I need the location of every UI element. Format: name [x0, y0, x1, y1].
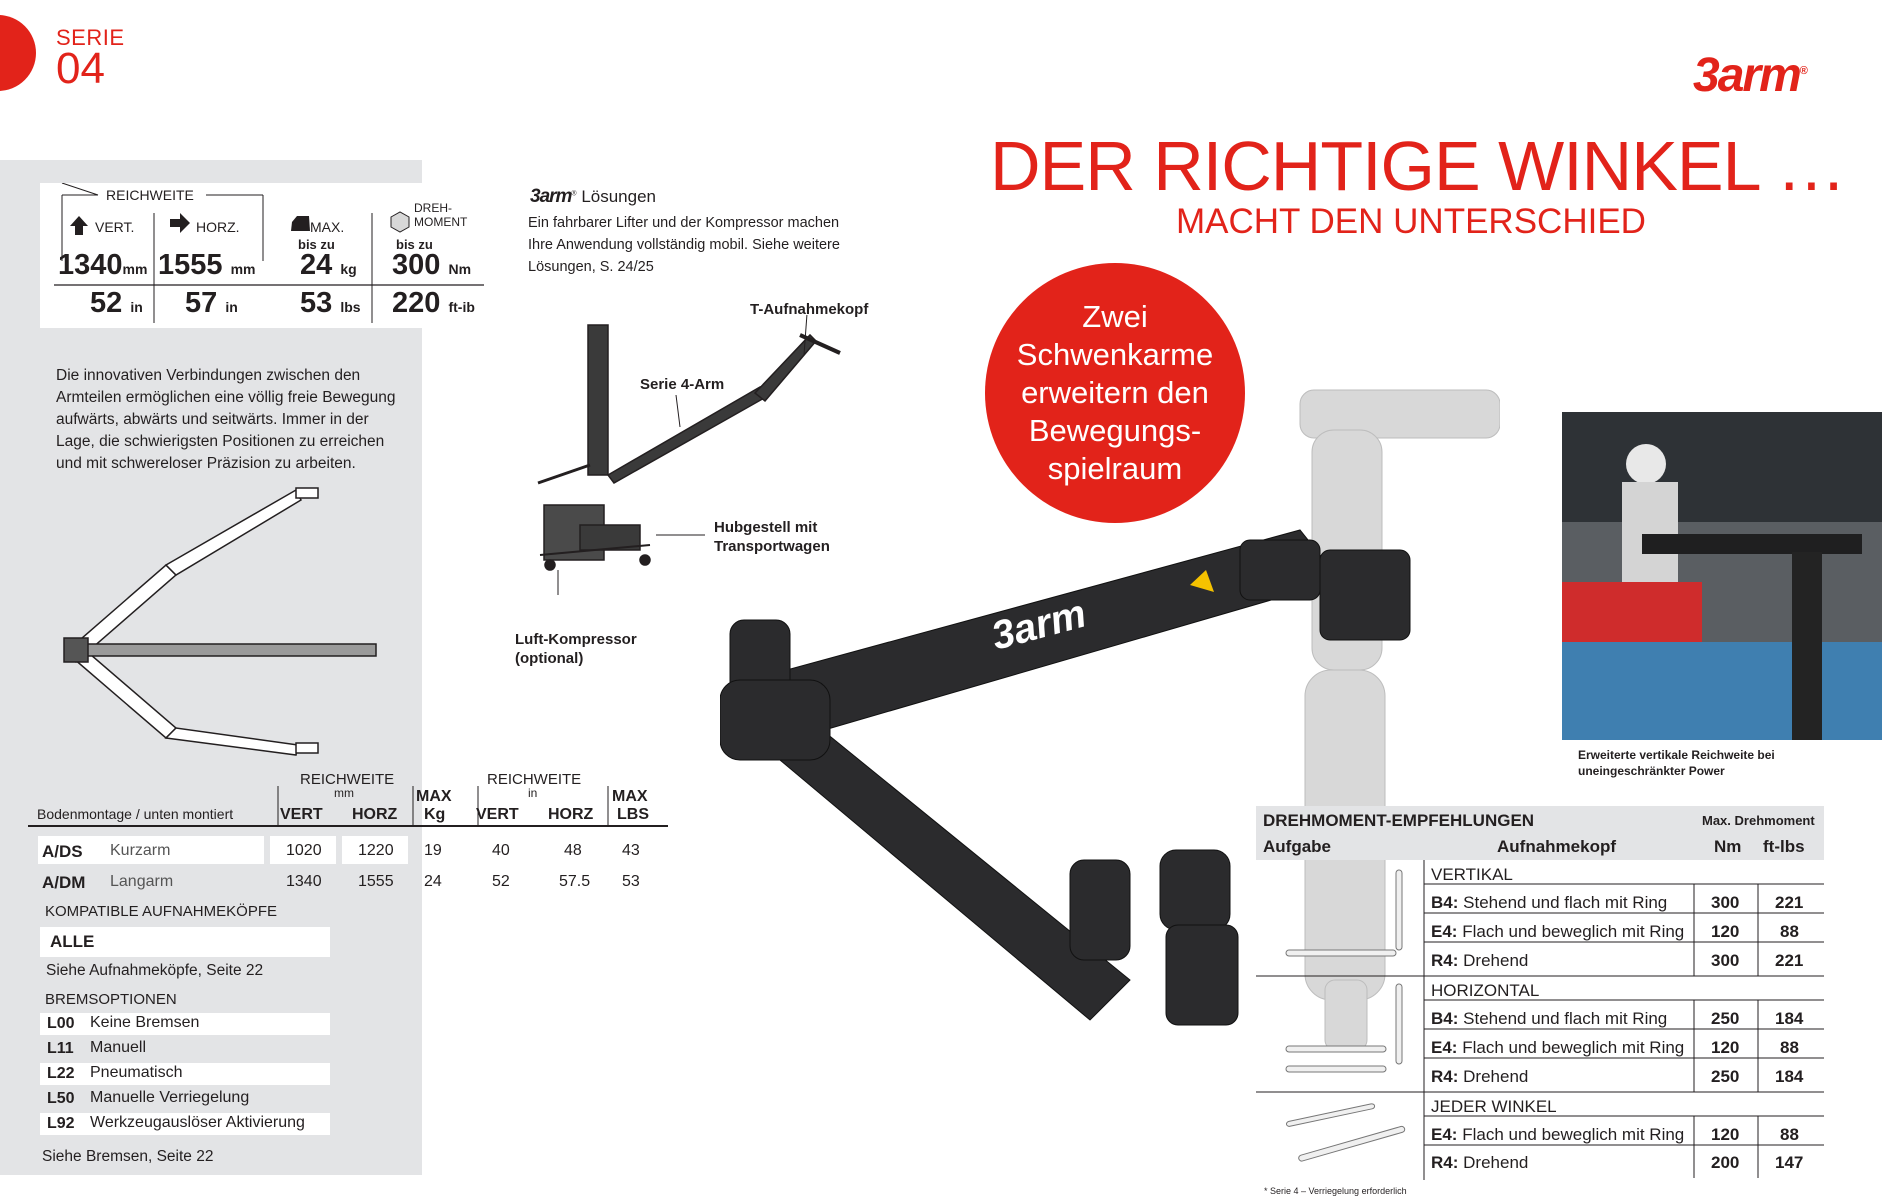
- torque-sub: bis zu: [396, 237, 433, 252]
- model-lbs: 43: [622, 842, 640, 859]
- badge-line-5: spielraum: [1047, 451, 1183, 486]
- series-label: SERIE: [56, 25, 125, 50]
- torque-ftlbs: 147: [1775, 1153, 1804, 1172]
- torque-nm: 300: [1711, 893, 1740, 912]
- torque-code: B4:: [1431, 1009, 1459, 1028]
- model-horz: 1555: [358, 873, 394, 890]
- torque-label-2: MOMENT: [414, 215, 468, 229]
- brakes-ref: Siehe Bremsen, Seite 22: [42, 1148, 214, 1165]
- badge-line-2: Schwenkarme: [1016, 337, 1214, 372]
- torque-ftlbs: 88: [1780, 922, 1799, 941]
- subheadline: MACHT DEN UNTERSCHIED: [1176, 202, 1646, 241]
- torque-group-vertical: VERTIKAL: [1431, 865, 1513, 884]
- torque-ftlbs: 221: [1775, 951, 1804, 970]
- series-number: 04: [56, 44, 105, 93]
- brake-code: L92: [47, 1115, 75, 1132]
- max-label: MAX.: [310, 219, 345, 235]
- unit-mm: mm: [122, 261, 148, 277]
- torque-nm: 300: [1711, 951, 1740, 970]
- brakes-title: BREMSOPTIONEN: [45, 991, 177, 1008]
- model-vert: 1020: [286, 842, 322, 859]
- torque-code: B4:: [1431, 893, 1459, 912]
- photo-caption: Erweiterte vertikale Reichweite bei uneingeschränkter Power: [1578, 748, 1775, 778]
- torque-max-label: Max. Drehmoment: [1702, 813, 1815, 828]
- model-horz: 1220: [358, 842, 394, 859]
- torque-title: DREHMOMENT-EMPFEHLUNGEN: [1263, 811, 1535, 830]
- torque-nm: 200: [1711, 1153, 1740, 1172]
- badge-line-4: Bewegungs-: [1028, 413, 1202, 448]
- unit-in: in: [130, 299, 143, 315]
- model-horz-in: 48: [564, 842, 582, 859]
- col-horz: HORZ: [352, 806, 398, 823]
- brake-code: L50: [47, 1090, 75, 1107]
- model-lbs: 53: [622, 873, 640, 890]
- torque-nm: 120: [1711, 1038, 1740, 1057]
- brake-name: Keine Bremsen: [90, 1014, 200, 1031]
- col-max-lbs-2: LBS: [617, 806, 649, 823]
- model-vert: 1340: [286, 873, 322, 890]
- col-head: Aufnahmekopf: [1497, 837, 1616, 856]
- horz-in: 57: [185, 287, 218, 319]
- brand-logo: [1693, 48, 1806, 103]
- torque-group-horizontal: HORIZONTAL: [1431, 981, 1540, 1000]
- brake-code: L22: [47, 1065, 75, 1082]
- torque-group-any-angle: JEDER WINKEL: [1431, 1097, 1557, 1116]
- max-lbs: 53: [300, 287, 333, 319]
- solutions-title-text: Lösungen: [576, 187, 656, 206]
- torque-code: R4:: [1431, 1153, 1459, 1172]
- mount-label: Bodenmontage / unten montiert: [37, 806, 234, 822]
- torque-text: Flach und beweglich mit Ring: [1462, 1125, 1685, 1144]
- torque-nm: 120: [1711, 1125, 1740, 1144]
- logo-mark: ®: [1799, 65, 1806, 77]
- max-kg: 24: [300, 249, 333, 281]
- solutions-brand-mark: ®: [571, 190, 577, 198]
- model-code: A/DM: [42, 873, 86, 892]
- model-code: A/DS: [42, 842, 83, 861]
- callout-t-head: T-Aufnahmekopf: [750, 301, 869, 318]
- torque-text: Flach und beweglich mit Ring: [1462, 922, 1685, 941]
- arm-logo: 3arm: [986, 591, 1091, 659]
- torque-code: E4:: [1431, 922, 1458, 941]
- model-name: Kurzarm: [110, 842, 171, 859]
- headline: DER RICHTIGE WINKEL …: [990, 127, 1846, 205]
- reach-header: REICHWEITE: [106, 187, 194, 203]
- series-dot: [0, 15, 36, 91]
- vert-mm: 1340: [58, 249, 123, 281]
- heads-title: KOMPATIBLE AUFNAHMEKÖPFE: [45, 903, 277, 920]
- col-vert-in: VERT: [476, 806, 519, 823]
- reach-mm-header: REICHWEITE: [300, 771, 395, 788]
- torque-nm-value: [392, 249, 471, 282]
- brake-name: Werkzeugauslöser Aktivierung: [90, 1114, 305, 1131]
- brake-name: Pneumatisch: [90, 1064, 183, 1081]
- unit-lbs: lbs: [340, 299, 361, 315]
- torque-label-1: DREH-: [414, 201, 452, 215]
- torque-nm: 120: [1711, 922, 1740, 941]
- workshop-photo: [1562, 412, 1882, 740]
- torque-code: E4:: [1431, 1038, 1458, 1057]
- col-ftlbs: ft-lbs: [1763, 837, 1805, 856]
- torque-text: Stehend und flach mit Ring: [1463, 1009, 1668, 1028]
- vert-in-value: [90, 287, 143, 320]
- model-vert-in: 52: [492, 873, 510, 890]
- brake-name: Manuelle Verriegelung: [90, 1089, 250, 1106]
- reach-in-unit: in: [528, 786, 538, 800]
- col-vert: VERT: [280, 806, 323, 823]
- torque-ftlbs: 88: [1780, 1125, 1799, 1144]
- model-name: Langarm: [110, 873, 174, 890]
- torque-nm: 250: [1711, 1067, 1740, 1086]
- torque-text: Drehend: [1463, 1153, 1529, 1172]
- unit-in: in: [225, 299, 238, 315]
- callout-lift: Hubgestell mit Transportwagen: [714, 519, 830, 555]
- reach-in-header: REICHWEITE: [487, 771, 582, 788]
- reach-diagram: [56, 480, 386, 770]
- col-horz-in: HORZ: [548, 806, 594, 823]
- model-vert-in: 40: [492, 842, 510, 859]
- feature-badge: [985, 263, 1245, 523]
- callout-compressor: Luft-Kompressor (optional): [515, 631, 637, 667]
- torque-code: R4:: [1431, 951, 1459, 970]
- torque-ftlbs: 184: [1775, 1009, 1804, 1028]
- max-sub: bis zu: [298, 237, 335, 252]
- unit-nm: Nm: [448, 261, 472, 277]
- col-max-lbs-1: MAX: [612, 788, 648, 805]
- spec-card: [40, 183, 492, 328]
- torque-text: Drehend: [1463, 1067, 1529, 1086]
- torque-text: Stehend und flach mit Ring: [1463, 893, 1668, 912]
- description: Die innovativen Verbindungen zwischen den Armteilen ermöglichen eine völlig freie Bewegung aufwärts, abwärts und seitwärts. Immer in der Lage, die schwierigsten Positionen zu erreichen und mit schwereloser Präzision zu arbeiten.: [56, 367, 396, 472]
- footnote: * Serie 4 – Verriegelung erforderlich: [1264, 1186, 1407, 1196]
- col-max-kg-1: MAX: [416, 788, 452, 805]
- model-kg: 19: [424, 842, 442, 859]
- torque-nm: 300: [392, 249, 441, 281]
- badge-line-3: erweitern den: [1021, 375, 1209, 410]
- brake-name: Manuell: [90, 1039, 147, 1056]
- solutions-text: Ein fahrbarer Lifter und der Kompressor machen Ihre Anwendung vollständig mobil. Siehe weitere Lösungen, S. 24/25: [528, 215, 840, 275]
- horz-mm-value: [158, 249, 255, 282]
- torque-ftib-value: [392, 287, 475, 320]
- unit-kg: kg: [340, 261, 357, 277]
- heads-ref: Siehe Aufnahmeköpfe, Seite 22: [46, 962, 264, 979]
- col-max-kg-2: Kg: [424, 806, 446, 823]
- vert-label: VERT.: [95, 219, 135, 235]
- brake-code: L11: [47, 1040, 74, 1057]
- torque-nm: 250: [1711, 1009, 1740, 1028]
- torque-text: Drehend: [1463, 951, 1529, 970]
- badge-line-1: Zwei: [1082, 299, 1148, 334]
- col-task: Aufgabe: [1263, 837, 1331, 856]
- torque-text: Flach und beweglich mit Ring: [1462, 1038, 1685, 1057]
- max-lbs-value: [300, 287, 361, 320]
- logo-text: 3arm: [1693, 49, 1800, 102]
- callout-series-arm: Serie 4-Arm: [640, 376, 725, 393]
- model-horz-in: 57.5: [559, 873, 591, 890]
- horz-in-value: [185, 287, 238, 320]
- torque-ftlbs: 88: [1780, 1038, 1799, 1057]
- torque-code: R4:: [1431, 1067, 1459, 1086]
- col-nm: Nm: [1714, 837, 1742, 856]
- brake-code: L00: [47, 1015, 75, 1032]
- model-kg: 24: [424, 873, 442, 890]
- unit-ftib: ft-ib: [448, 299, 475, 315]
- heads-value: ALLE: [50, 932, 95, 951]
- horz-mm: 1555: [158, 249, 223, 281]
- reach-mm-unit: mm: [334, 786, 354, 800]
- vert-mm-value: [58, 249, 147, 282]
- torque-code: E4:: [1431, 1125, 1458, 1144]
- unit-mm: mm: [230, 261, 256, 277]
- model-table-rules: [28, 780, 668, 840]
- horz-label: HORZ.: [196, 219, 240, 235]
- solutions-title: [530, 186, 656, 208]
- torque-ftlbs: 184: [1775, 1067, 1804, 1086]
- max-kg-value: [300, 249, 357, 282]
- torque-ftlbs: 221: [1775, 893, 1804, 912]
- solutions-brand: 3arm: [530, 186, 572, 207]
- brake-row-box: [40, 1063, 330, 1085]
- torque-ftib: 220: [392, 287, 441, 319]
- workshop-photo-art: [1562, 412, 1882, 740]
- vert-in: 52: [90, 287, 123, 319]
